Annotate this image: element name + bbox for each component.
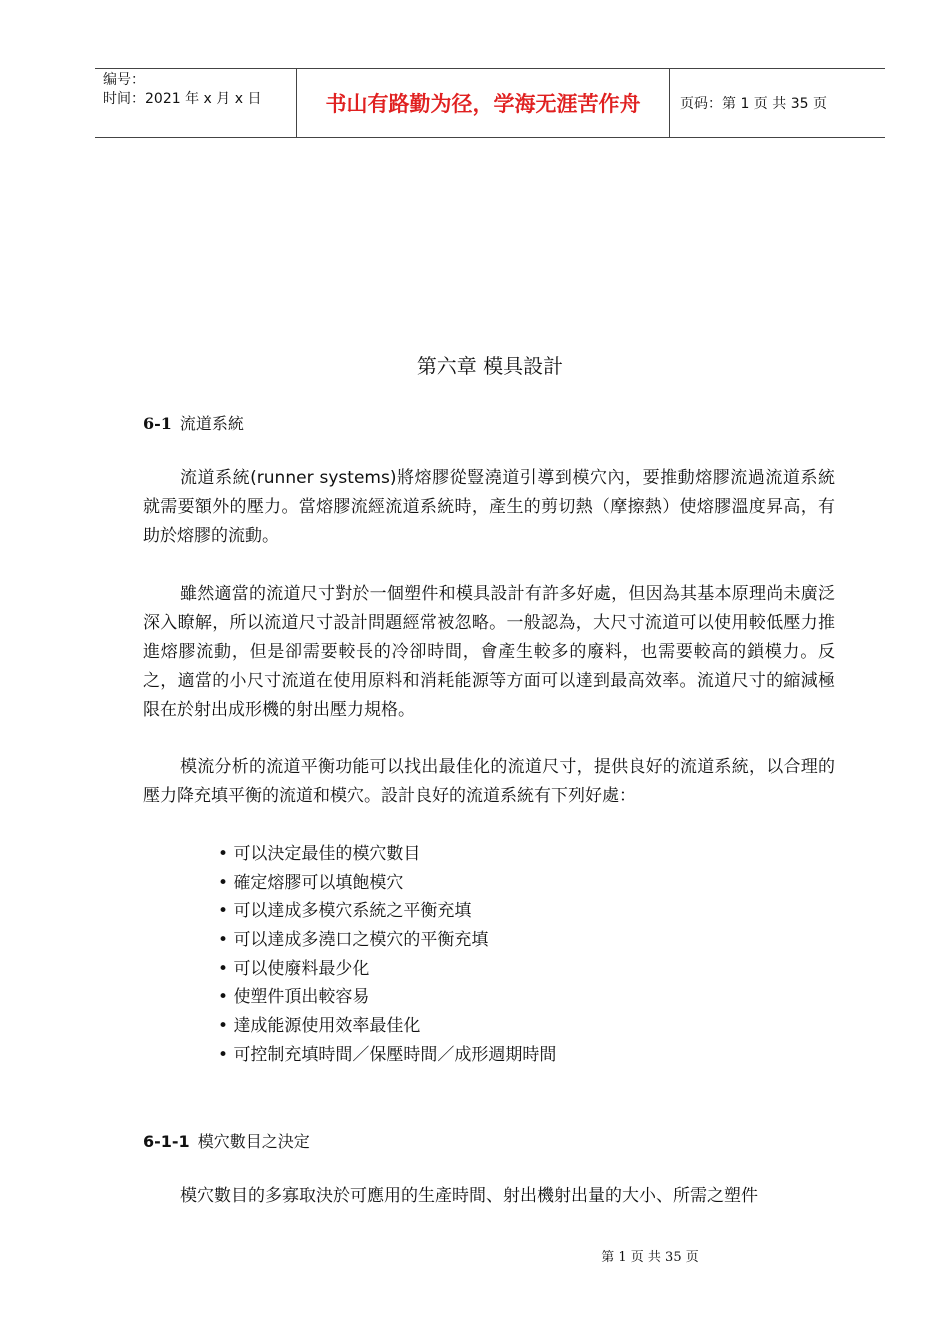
- list-item: • 可以達成多模穴系統之平衡充填: [218, 897, 556, 926]
- list-item: • 可控制充填時間／保壓時間／成形週期時間: [218, 1041, 556, 1070]
- header-page-info: 页码：第 1 页 共 35 页: [680, 96, 827, 112]
- section-number: 6-1: [143, 414, 172, 433]
- header-meta: [95, 69, 297, 137]
- section-heading-6-1: [143, 411, 244, 434]
- section-title: 流道系統: [179, 414, 244, 433]
- list-item: • 使塑件頂出較容易: [218, 983, 556, 1012]
- paragraph-2-part-b: 一般認為，大尺寸流道可以使用較低壓力推進熔膠流動，但是卻需要較長的冷卻時間，會產生較多的廢料，也需要較高的鎖模力。反之，適當的小尺寸流道在使用原料和消耗能源等方面可以達到最高效率。流道尺寸的縮減極限在於射出成形機的射出壓力規格。: [143, 613, 836, 720]
- time-label: 时间：2021 年 x 月 x 日: [103, 91, 262, 107]
- section-heading-6-1-1: [143, 1129, 310, 1152]
- section-title: 模穴數目之決定: [197, 1132, 310, 1151]
- section-number: 6-1-1: [143, 1132, 190, 1151]
- paragraph-3: 模流分析的流道平衡功能可以找出最佳化的流道尺寸，提供良好的流道系統，以合理的壓力降充填平衡的流道和模穴。設計良好的流道系統有下列好處：: [143, 757, 835, 806]
- list-item: • 可以達成多澆口之模穴的平衡充填: [218, 926, 556, 955]
- page-header: [95, 68, 885, 138]
- page-footer: 第 1 页 共 35 页: [601, 1250, 699, 1265]
- list-item: • 可以決定最佳的模穴數目: [218, 840, 556, 869]
- chapter-title: 第六章 模具設計: [416, 354, 564, 378]
- paragraph-2: [143, 580, 835, 725]
- list-item: • 可以使廢料最少化: [218, 955, 556, 984]
- header-motto: 书山有路勤为径，学海无涯苦作舟: [297, 69, 670, 137]
- paragraph-4: 模穴數目的多寡取決於可應用的生產時間、射出機射出量的大小、所需之塑件: [180, 1186, 758, 1206]
- paragraph-1: 流道系統(runner systems)將熔膠從豎澆道引導到模穴內，要推動熔膠流過流道系統就需要額外的壓力。當熔膠流經流道系統時，產生的剪切熱（摩擦熱）使熔膠溫度昇高，有助於熔膠的流動。: [143, 468, 835, 546]
- list-item: • 確定熔膠可以填飽模穴: [218, 869, 556, 898]
- code-label: 编号：: [103, 72, 145, 88]
- list-item: • 達成能源使用效率最佳化: [218, 1012, 556, 1041]
- benefits-list: [218, 840, 556, 1070]
- paragraph-2-part-a: 雖然適當的流道尺寸對於一個塑件和模具設計有許多好處，但因為其基本原理尚未廣泛深入瞭解，所以流道尺寸設計問題經常被忽略。: [143, 584, 835, 633]
